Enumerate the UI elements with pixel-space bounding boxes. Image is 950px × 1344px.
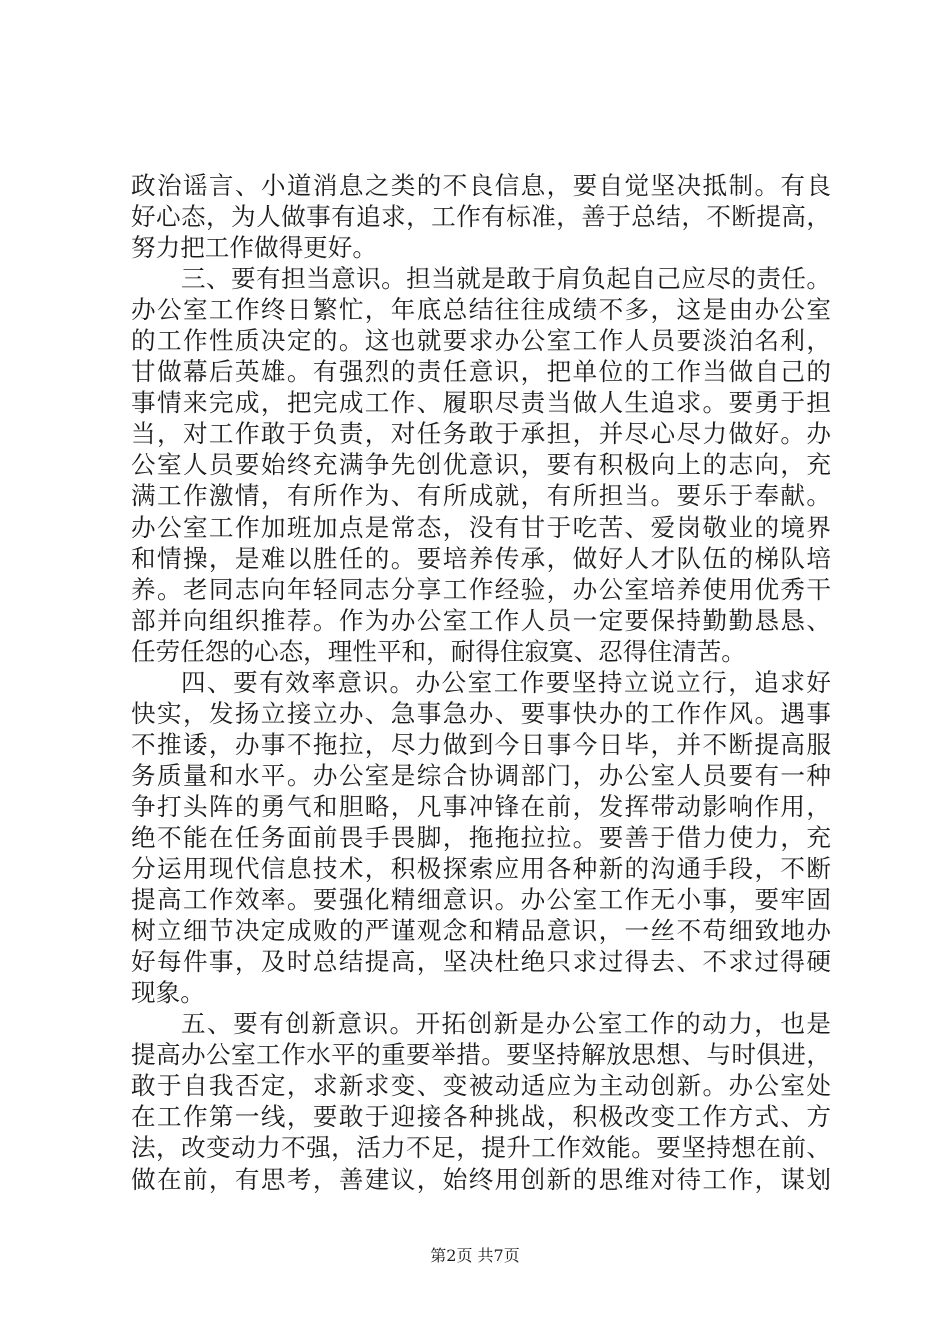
- text-line: 办公室工作终日繁忙，年底总结往往成绩不多，这是由办公室: [131, 295, 831, 325]
- text-line: 三、要有担当意识。担当就是敢于肩负起自己应尽的责任。: [181, 264, 831, 294]
- text-line: 提高办公室工作水平的重要举措。要坚持解放思想、与时俱进，: [131, 1040, 831, 1070]
- text-line: 五、要有创新意识。开拓创新是办公室工作的动力，也是: [181, 1009, 831, 1039]
- text-line: 现象。: [131, 978, 205, 1008]
- text-line: 满工作激情，有所作为、有所成就，有所担当。要乐于奉献。: [131, 481, 831, 511]
- text-line: 树立细节决定成败的严谨观念和精品意识，一丝不苟细致地办: [131, 916, 831, 946]
- text-line: 绝不能在任务面前畏手畏脚，拖拖拉拉。要善于借力使力，充: [131, 822, 831, 852]
- text-line: 公室人员要始终充满争先创优意识，要有积极向上的志向，充: [131, 450, 831, 480]
- text-line: 快实，发扬立接立办、急事急办、要事快办的工作作风。遇事: [131, 698, 831, 728]
- text-line: 办公室工作加班加点是常态，没有甘于吃苦、爱岗敬业的境界: [131, 512, 831, 542]
- text-line: 法，改变动力不强，活力不足，提升工作效能。要坚持想在前、: [131, 1133, 831, 1163]
- text-line: 敢于自我否定，求新求变、变被动适应为主动创新。办公室处: [131, 1071, 831, 1101]
- text-line: 努力把工作做得更好。: [131, 233, 377, 263]
- text-line: 养。老同志向年轻同志分享工作经验，办公室培养使用优秀干: [131, 574, 831, 604]
- text-line: 不推诿，办事不拖拉，尽力做到今日事今日毕，并不断提高服: [131, 729, 831, 759]
- text-line: 和情操，是难以胜任的。要培养传承，做好人才队伍的梯队培: [131, 543, 831, 573]
- text-line: 甘做幕后英雄。有强烈的责任意识，把单位的工作当做自己的: [131, 357, 831, 387]
- text-line: 争打头阵的勇气和胆略，凡事冲锋在前，发挥带动影响作用，: [131, 791, 831, 821]
- page-number-footer: [0, 1243, 950, 1266]
- text-line: 提高工作效率。要强化精细意识。办公室工作无小事，要牢固: [131, 885, 831, 915]
- text-line: 政治谣言、小道消息之类的不良信息，要自觉坚决抵制。有良: [131, 171, 831, 200]
- text-line: 分运用现代信息技术，积极探索应用各种新的沟通手段，不断: [131, 854, 831, 884]
- text-line: 好心态，为人做事有追求，工作有标准，善于总结，不断提高，: [131, 202, 831, 232]
- text-line: 务质量和水平。办公室是综合协调部门，办公室人员要有一种: [131, 760, 831, 790]
- text-line: 任劳任怨的心态，理性平和，耐得住寂寞、忍得住清苦。: [131, 636, 746, 666]
- text-line: 四、要有效率意识。办公室工作要坚持立说立行，追求好: [181, 667, 831, 697]
- page-number-label: 第2页 共7页: [430, 1246, 520, 1265]
- text-line: 的工作性质决定的。这也就要求办公室工作人员要淡泊名利，: [131, 326, 831, 356]
- document-body: [131, 170, 831, 1195]
- text-line: 事情来完成，把完成工作、履职尽责当做人生追求。要勇于担: [131, 388, 831, 418]
- text-line: 做在前，有思考，善建议，始终用创新的思维对待工作，谋划: [131, 1164, 831, 1194]
- text-line: 部并向组织推荐。作为办公室工作人员一定要保持勤勤恳恳、: [131, 605, 831, 635]
- text-line: 好每件事，及时总结提高，坚决杜绝只求过得去、不求过得硬: [131, 947, 831, 977]
- text-line: 在工作第一线，要敢于迎接各种挑战，积极改变工作方式、方: [131, 1102, 831, 1132]
- text-line: 当，对工作敢于负责，对任务敢于承担，并尽心尽力做好。办: [131, 419, 831, 449]
